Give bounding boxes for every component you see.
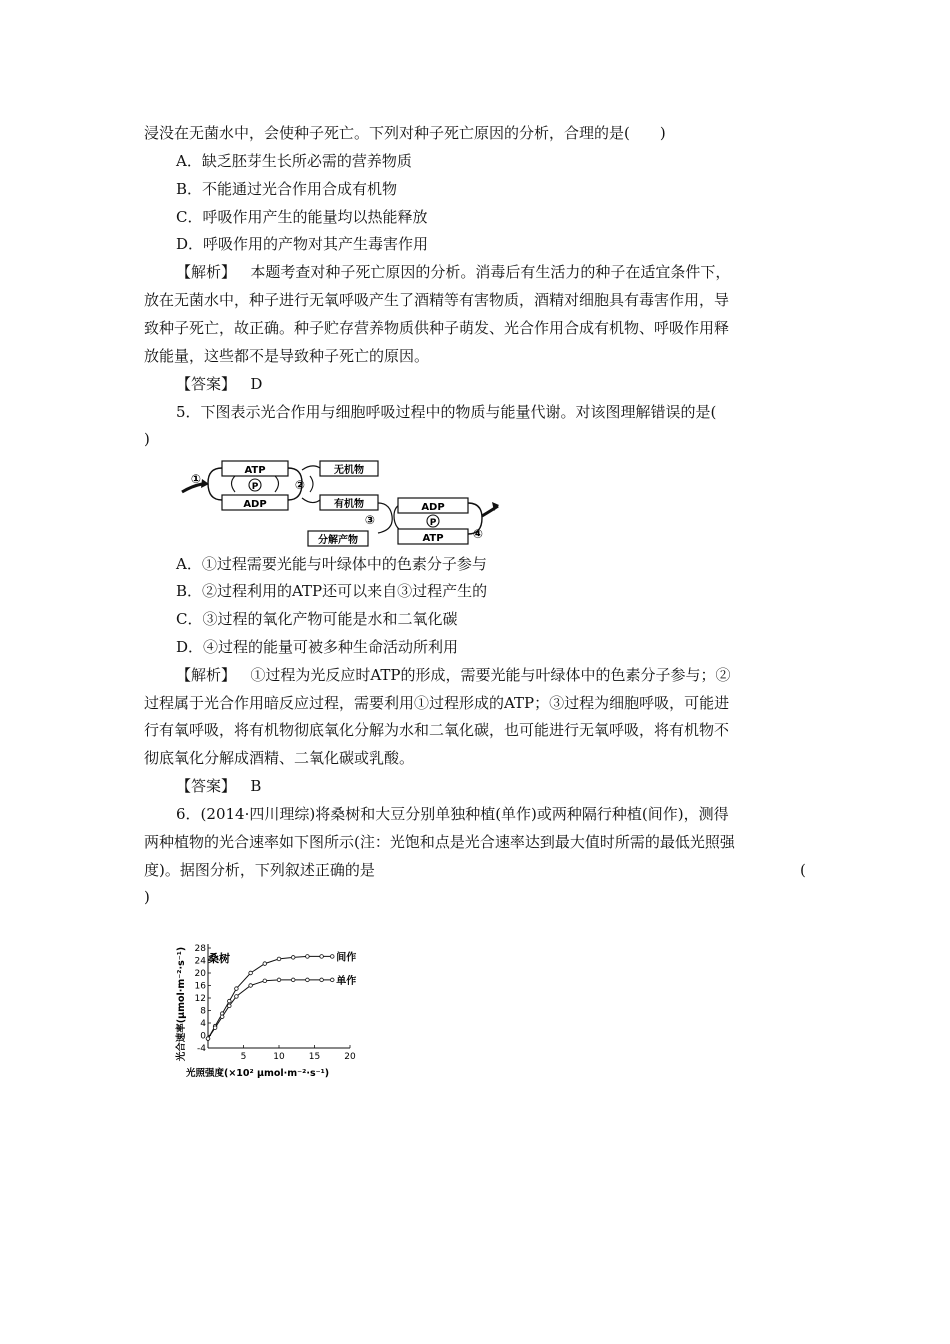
diagram-inorganic: 无机物 <box>334 465 364 476</box>
q4-stem-tail: 浸没在无菌水中，会使种子死亡。下列对种子死亡原因的分析，合理的是( ) <box>144 124 666 142</box>
y-tick-label: 0 <box>200 1031 206 1042</box>
y-tick-label: 20 <box>194 969 206 979</box>
q5-analysis-tag: 【解析】 <box>176 666 237 684</box>
q5-answer-value: B <box>250 777 262 795</box>
data-point <box>235 987 239 991</box>
data-point <box>263 962 267 966</box>
q4-option-a: A．缺乏胚芽生长所必需的营养物质 <box>176 152 412 170</box>
y-tick-label: 16 <box>194 981 206 992</box>
q5-stem-line-1: 5．下图表示光合作用与细胞呼吸过程中的物质与能量代谢。对该图理解错误的是( <box>176 403 717 421</box>
data-point <box>320 978 324 982</box>
y-tick-label: 28 <box>194 944 206 954</box>
q4-answer-value: D <box>250 375 263 393</box>
data-point <box>330 978 334 982</box>
y-tick-label: -4 <box>197 1044 206 1054</box>
data-point <box>320 955 324 959</box>
q5-option-d: D．④过程的能量可被多种生命活动所利用 <box>176 638 459 656</box>
data-point <box>235 995 239 999</box>
data-point <box>228 1004 232 1008</box>
q4-analysis-line-3: 致种子死亡，故正确。种子贮存营养物质供种子萌发、光合作用合成有机物、呼吸作用释 <box>144 319 730 337</box>
q4-option-c: C．呼吸作用产生的能量均以热能释放 <box>176 208 428 226</box>
data-point <box>220 1015 224 1019</box>
q4-answer-tag: 【答案】 <box>176 375 237 393</box>
data-point <box>263 979 267 983</box>
q4-option-b: B．不能通过光合作用合成有机物 <box>176 180 398 198</box>
diagram-n4: ④ <box>472 527 484 541</box>
data-point <box>206 1037 210 1041</box>
q6-stem-line-1: 6．(2014·四川理综)将桑树和大豆分别单独种植(单作)或两种隔行种植(间作)，测得 <box>176 805 729 823</box>
series-line-2 <box>208 980 332 1039</box>
series-label-2: 单作 <box>336 975 357 987</box>
diagram-atp-1: ATP <box>244 465 266 476</box>
data-point <box>249 971 253 975</box>
q4-option-d: D．呼吸作用的产物对其产生毒害作用 <box>176 235 429 253</box>
q5-diagram <box>180 458 500 550</box>
diagram-p-1: P <box>251 482 259 492</box>
x-tick-label: 20 <box>344 1052 356 1062</box>
diagram-n1: ① <box>190 472 202 486</box>
diagram-p-2: P <box>429 518 437 528</box>
diagram-adp-2: ADP <box>421 502 445 513</box>
data-point <box>277 978 281 982</box>
y-tick-label: 12 <box>194 994 206 1004</box>
q5-option-b: B．②过程利用的ATP还可以来自③过程产生的 <box>176 582 488 600</box>
q4-analysis-line-2: 放在无菌水中，种子进行无氧呼吸产生了酒精等有害物质，酒精对细胞具有毒害作用，导 <box>144 291 730 309</box>
diagram-organic: 有机物 <box>334 499 364 510</box>
data-point <box>277 957 281 961</box>
q4-analysis-line-4: 放能量，这些都不是导致种子死亡的原因。 <box>144 347 430 365</box>
series-label-1: 间作 <box>336 952 357 964</box>
data-point <box>213 1026 217 1030</box>
q5-analysis-line-2: 过程属于光合作用暗反应过程，需要利用①过程形成的ATP；③过程为细胞呼吸，可能进 <box>144 694 730 712</box>
q4-analysis-line-1 <box>176 262 730 282</box>
series-line-1 <box>208 956 332 1038</box>
chart-y-axis-label: 光合速率(μmol·m⁻²·s⁻¹) <box>176 946 187 1062</box>
diagram-n3: ③ <box>364 513 376 527</box>
q5-answer-tag: 【答案】 <box>176 777 237 795</box>
x-tick-label: 15 <box>308 1052 321 1062</box>
data-point <box>228 999 232 1003</box>
data-point <box>330 955 334 959</box>
q4-answer-line <box>176 374 262 394</box>
data-point <box>306 955 310 959</box>
q5-stem-line-2: ) <box>144 430 150 448</box>
q6-stem-paren-close: ) <box>144 888 150 906</box>
diagram-atp-2: ATP <box>422 533 444 544</box>
diagram-adp-1: ADP <box>243 499 267 510</box>
q4-analysis-text-1: 本题考查对种子死亡原因的分析。消毒后有生活力的种子在适宜条件下， <box>250 263 731 281</box>
y-tick-label: 4 <box>200 1019 206 1029</box>
data-point <box>306 978 310 982</box>
y-tick-label: 8 <box>200 1006 206 1017</box>
x-tick-label: 5 <box>240 1052 247 1062</box>
diagram-n2: ② <box>294 478 306 492</box>
q5-analysis-line-1 <box>176 665 730 685</box>
q5-analysis-line-4: 彻底氧化分解成酒精、二氧化碳或乳酸。 <box>144 749 415 767</box>
q5-option-c: C．③过程的氧化产物可能是水和二氧化碳 <box>176 610 458 628</box>
chart-title: 桑树 <box>208 952 230 965</box>
data-point <box>291 956 295 960</box>
q5-analysis-line-3: 行有氧呼吸，将有机物彻底氧化分解为水和二氧化碳，也可能进行无氧呼吸，将有机物不 <box>144 721 730 739</box>
photosynthesis-chart <box>170 908 370 1083</box>
y-tick-label: 24 <box>194 956 206 967</box>
q5-answer-line <box>176 776 261 796</box>
q6-stem-line-2: 两种植物的光合速率如下图所示(注：光饱和点是光合速率达到最大值时所需的最低光照强 <box>144 833 735 851</box>
q5-analysis-text-1: ①过程为光反应时ATP的形成，需要光能与叶绿体中的色素分子参与；② <box>250 666 731 684</box>
q6-stem-paren-open: ( <box>800 861 806 879</box>
chart-x-axis-label: 光照强度(×10² μmol·m⁻²·s⁻¹) <box>186 1068 330 1079</box>
data-point <box>291 978 295 982</box>
q6-stem-line-3: 度)。据图分析，下列叙述正确的是 <box>144 861 375 879</box>
data-point <box>249 984 253 988</box>
diagram-products: 分解产物 <box>318 535 358 546</box>
q4-analysis-tag: 【解析】 <box>176 263 237 281</box>
x-tick-label: 10 <box>273 1052 285 1062</box>
q5-option-a: A．①过程需要光能与叶绿体中的色素分子参与 <box>176 555 487 573</box>
